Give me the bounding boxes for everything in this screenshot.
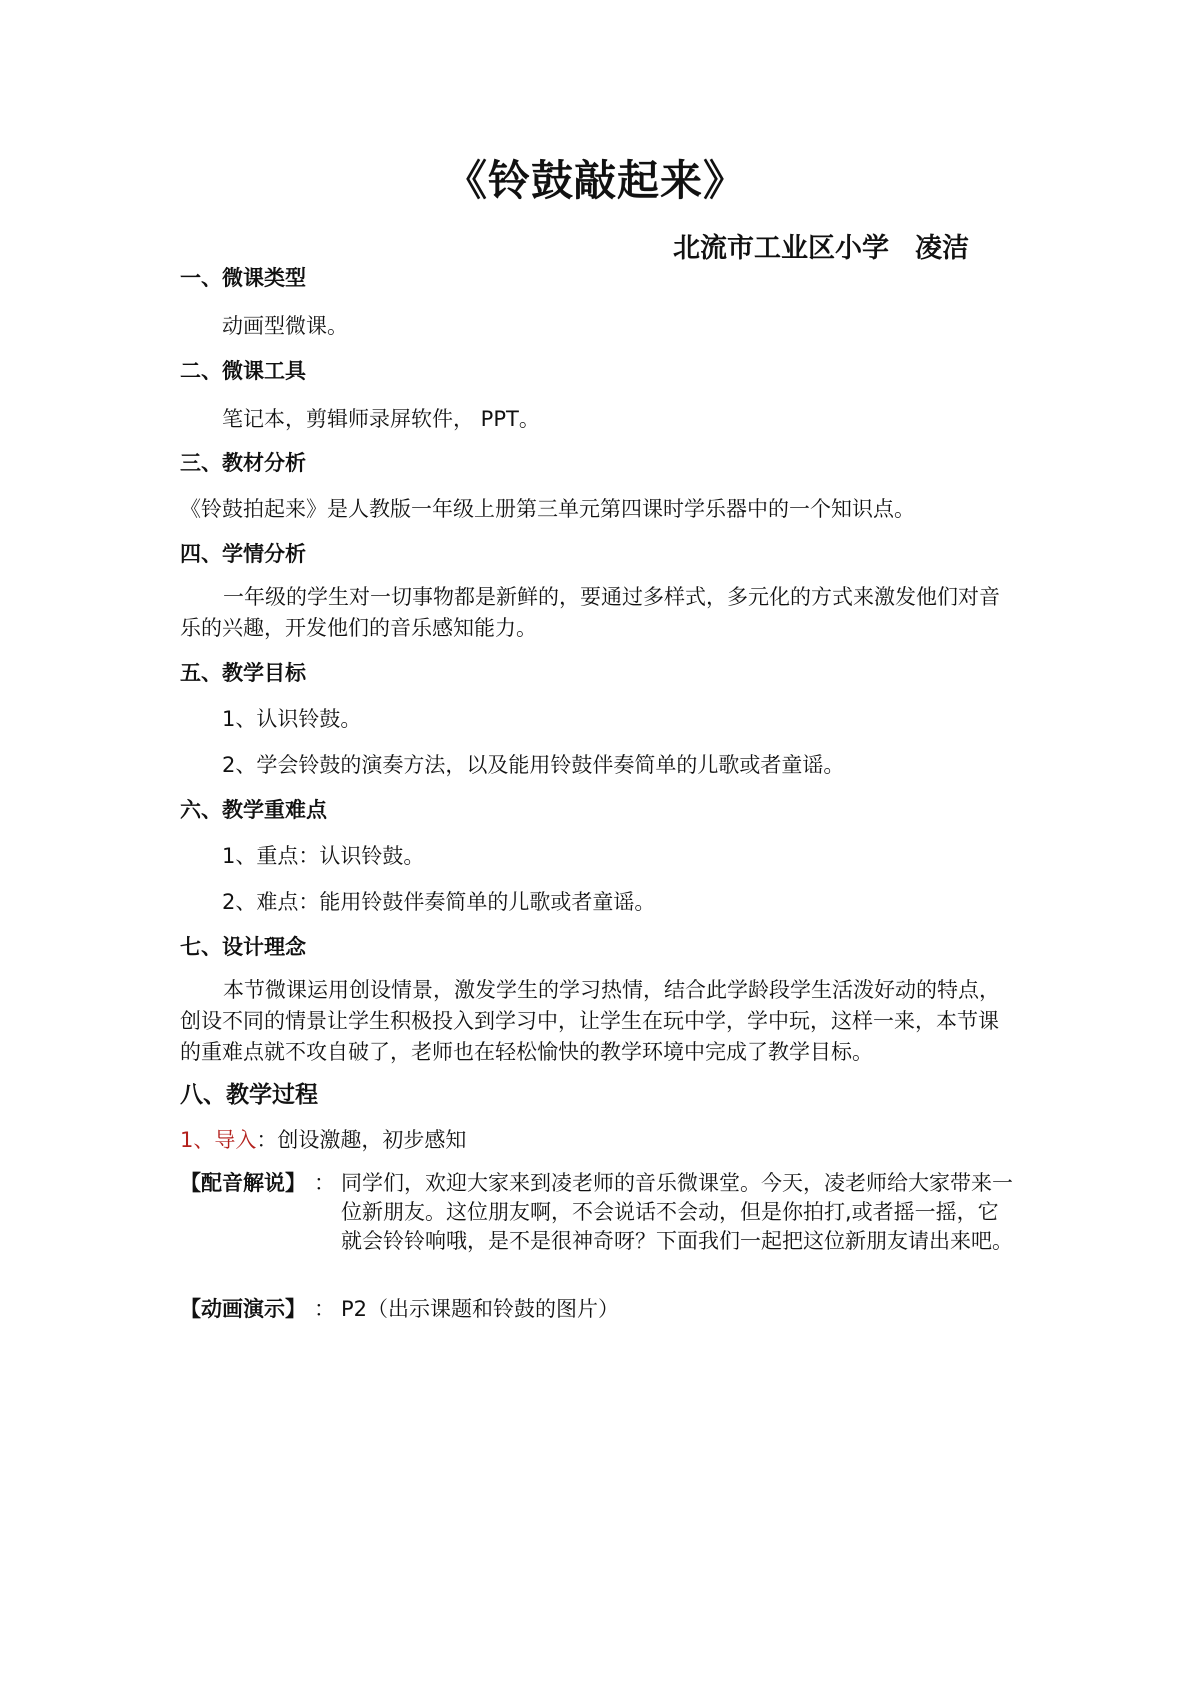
section-body-2: 笔记本，剪辑师录屏软件， PPT。 bbox=[222, 407, 540, 431]
animation-block bbox=[180, 1295, 1015, 1324]
process-step-1 bbox=[180, 1124, 466, 1154]
author-school: 北流市工业区小学 bbox=[673, 233, 889, 264]
section-heading-3: 三、教材分析 bbox=[180, 451, 306, 475]
voiceover-text: 同学们，欢迎大家来到凌老师的音乐微课堂。今天，凌老师给大家带来一位新朋友。这位朋友啊，不会说话不会动，但是你拍打,或者摇一摇，它就会铃铃响哦，是不是很神奇呀？下面我们一起把这位新朋友请出来吧。 bbox=[341, 1171, 1013, 1253]
voiceover-block bbox=[180, 1169, 1015, 1256]
voiceover-colon: ： bbox=[314, 1171, 335, 1195]
keypoint-item-1: 1、重点：认识铃鼓。 bbox=[222, 844, 425, 868]
step-prefix: 1、导入 bbox=[180, 1128, 257, 1152]
author-line bbox=[673, 226, 969, 265]
section-heading-6: 六、教学重难点 bbox=[180, 798, 327, 822]
author-name: 凌洁 bbox=[915, 233, 969, 264]
section-heading-8: 八、教学过程 bbox=[180, 1082, 318, 1108]
step-title: ：创设激趣，初步感知 bbox=[256, 1128, 467, 1152]
section-body-7: 本节微课运用创设情景，激发学生的学习热情，结合此学龄段学生活泼好动的特点，创设不同的情景让学生积极投入到学习中，让学生在玩中学，学中玩，这样一来，本节课的重难点就不攻自破了，老师也在轻松愉快的教学环境中完成了教学目标。 bbox=[180, 978, 1000, 1064]
section-heading-2: 二、微课工具 bbox=[180, 359, 306, 383]
voiceover-label: 【配音解说】 bbox=[180, 1171, 306, 1195]
document-title: 《铃鼓敲起来》 bbox=[444, 156, 746, 205]
section-body-1: 动画型微课。 bbox=[222, 314, 348, 338]
section-heading-1: 一、微课类型 bbox=[180, 266, 306, 290]
keypoint-item-2: 2、难点：能用铃鼓伴奏简单的儿歌或者童谣。 bbox=[222, 890, 656, 914]
section-heading-5: 五、教学目标 bbox=[180, 661, 306, 685]
objective-item-1: 1、认识铃鼓。 bbox=[222, 707, 362, 731]
animation-colon: ： bbox=[314, 1297, 335, 1321]
animation-text: P2（出示课题和铃鼓的图片） bbox=[341, 1297, 620, 1321]
section-body-4: 一年级的学生对一切事物都是新鲜的，要通过多样式，多元化的方式来激发他们对音乐的兴趣，开发他们的音乐感知能力。 bbox=[180, 585, 1000, 640]
section-heading-4: 四、学情分析 bbox=[180, 542, 306, 566]
section-heading-7: 七、设计理念 bbox=[180, 935, 306, 959]
section-body-3: 《铃鼓拍起来》是人教版一年级上册第三单元第四课时学乐器中的一个知识点。 bbox=[180, 497, 915, 521]
objective-item-2: 2、学会铃鼓的演奏方法，以及能用铃鼓伴奏简单的儿歌或者童谣。 bbox=[222, 753, 845, 777]
animation-label: 【动画演示】 bbox=[180, 1297, 306, 1321]
